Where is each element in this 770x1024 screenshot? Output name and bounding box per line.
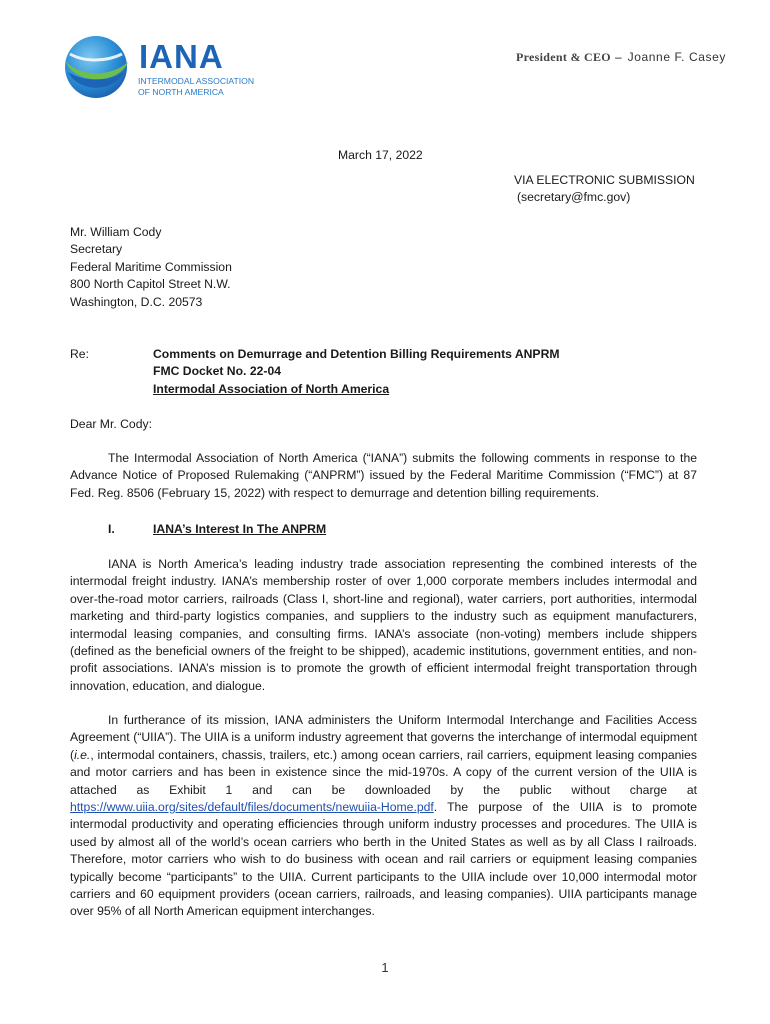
re-line1: Comments on Demurrage and Detention Billing Requirements ANPRM [153,347,560,361]
paragraph-intro-text: The Intermodal Association of North America (“IANA”) submits the following comments in response to the Advance Notice of Proposed Rulemaking (“ANPRM”) issued by the Federal Maritime Commission (“FMC”) at 87 Fed. Reg. 8506 (February 15, 2022) with respect to demurrage and detention billing requirements. [70,451,697,500]
re-line3: Intermodal Association of North America [153,381,390,396]
paragraph-uiia-italic: i.e. [74,747,91,762]
salutation: Dear Mr. Cody: [70,417,152,431]
re-subject [153,346,560,398]
logo-wordmark: IANA [139,38,224,75]
submission-line1: VIA ELECTRONIC SUBMISSION [514,173,695,187]
paragraph-intro [70,450,697,502]
president-role: President & CEO [516,50,611,64]
page-number: 1 [381,960,389,975]
president-header [516,50,726,65]
address-line: 800 North Capitol Street N.W. [70,277,231,292]
logo-subtitle [138,76,254,97]
submission-method [514,172,695,207]
iana-logo [60,32,270,102]
recipient-address [70,224,232,311]
section-number: I. [108,522,115,536]
address-line: Secretary [70,242,123,257]
logo-subtitle-line1: INTERMODAL ASSOCIATION [138,76,255,86]
president-name: Joanne F. Casey [627,50,727,64]
logo-subtitle-line2: OF NORTH AMERICA [138,86,224,97]
address-line: Washington, D.C. 20573 [70,294,203,309]
paragraph-interest [70,556,697,695]
section-title: IANA’s Interest In The ANPRM [153,522,327,536]
paragraph-uiia [70,712,697,921]
submission-email: (secretary@fmc.gov) [517,190,631,205]
paragraph-uiia-text-2: , intermodal containers, chassis, trailers, etc.) among ocean carriers, rail carriers, equipment leasing companies and motor carriers and has been in existence since the mid-1970s. A copy of the current version of the UIIA is attached as Exhibit 1 and can be downloaded by the public without charge at [70,747,697,797]
uiia-document-link[interactable]: https://www.uiia.org/sites/default/files/documents/newuiia-Home.pdf [70,800,434,815]
re-label: Re: [70,347,89,361]
letter-date: March 17, 2022 [338,148,423,162]
paragraph-uiia-text-3: . The purpose of the UIIA is to promote intermodal productivity and operating efficiencies through uniform industry processes and procedures. The UIIA is used by almost all of the world’s ocean carriers who berth in the United States as well as by all Class I railroads. Therefore, motor carriers who wish to do business with ocean and rail carriers or equipment leasing companies typically become “participants” to the UIIA. Current participants to the UIIA include over 10,000 intermodal motor carriers and 60 equipment providers (ocean carriers, railroads, and leasing companies). UIIA participants manage over 95% of all North American equipment interchanges. [70,800,697,919]
paragraph-interest-text: IANA is North America’s leading industry trade association representing the combined interests of the intermodal freight industry. IANA’s membership roster of over 1,000 corporate members includes intermodal and over-the-road motor carriers, railroads (Class I, short-line and regional), water carriers, port authorities, intermodal marketing and third-party logistics companies, and suppliers to the industry such as equipment manufacturers, intermodal leasing companies, and consulting firms. IANA’s associate (non-voting) members include shippers (defined as the beneficial owners of the freight to be shipped), academic institutions, government entities, and non-profit associations. IANA’s mission is to promote the growth of efficient intermodal freight transportation through innovation, education, and dialogue. [70,557,697,693]
paragraph-uiia-text-1: In furtherance of its mission, IANA administers the Uniform Intermodal Interchange and Facilities Access Agreement (“UIIA”). The UIIA is a uniform industry agreement that governs the interchange of intermodal equipment ( [70,713,697,762]
address-line: Federal Maritime Commission [70,259,232,274]
re-line2: FMC Docket No. 22-04 [153,364,281,379]
globe-icon [60,32,132,102]
address-line: Mr. William Cody [70,225,162,239]
header-dash: – [614,50,622,64]
